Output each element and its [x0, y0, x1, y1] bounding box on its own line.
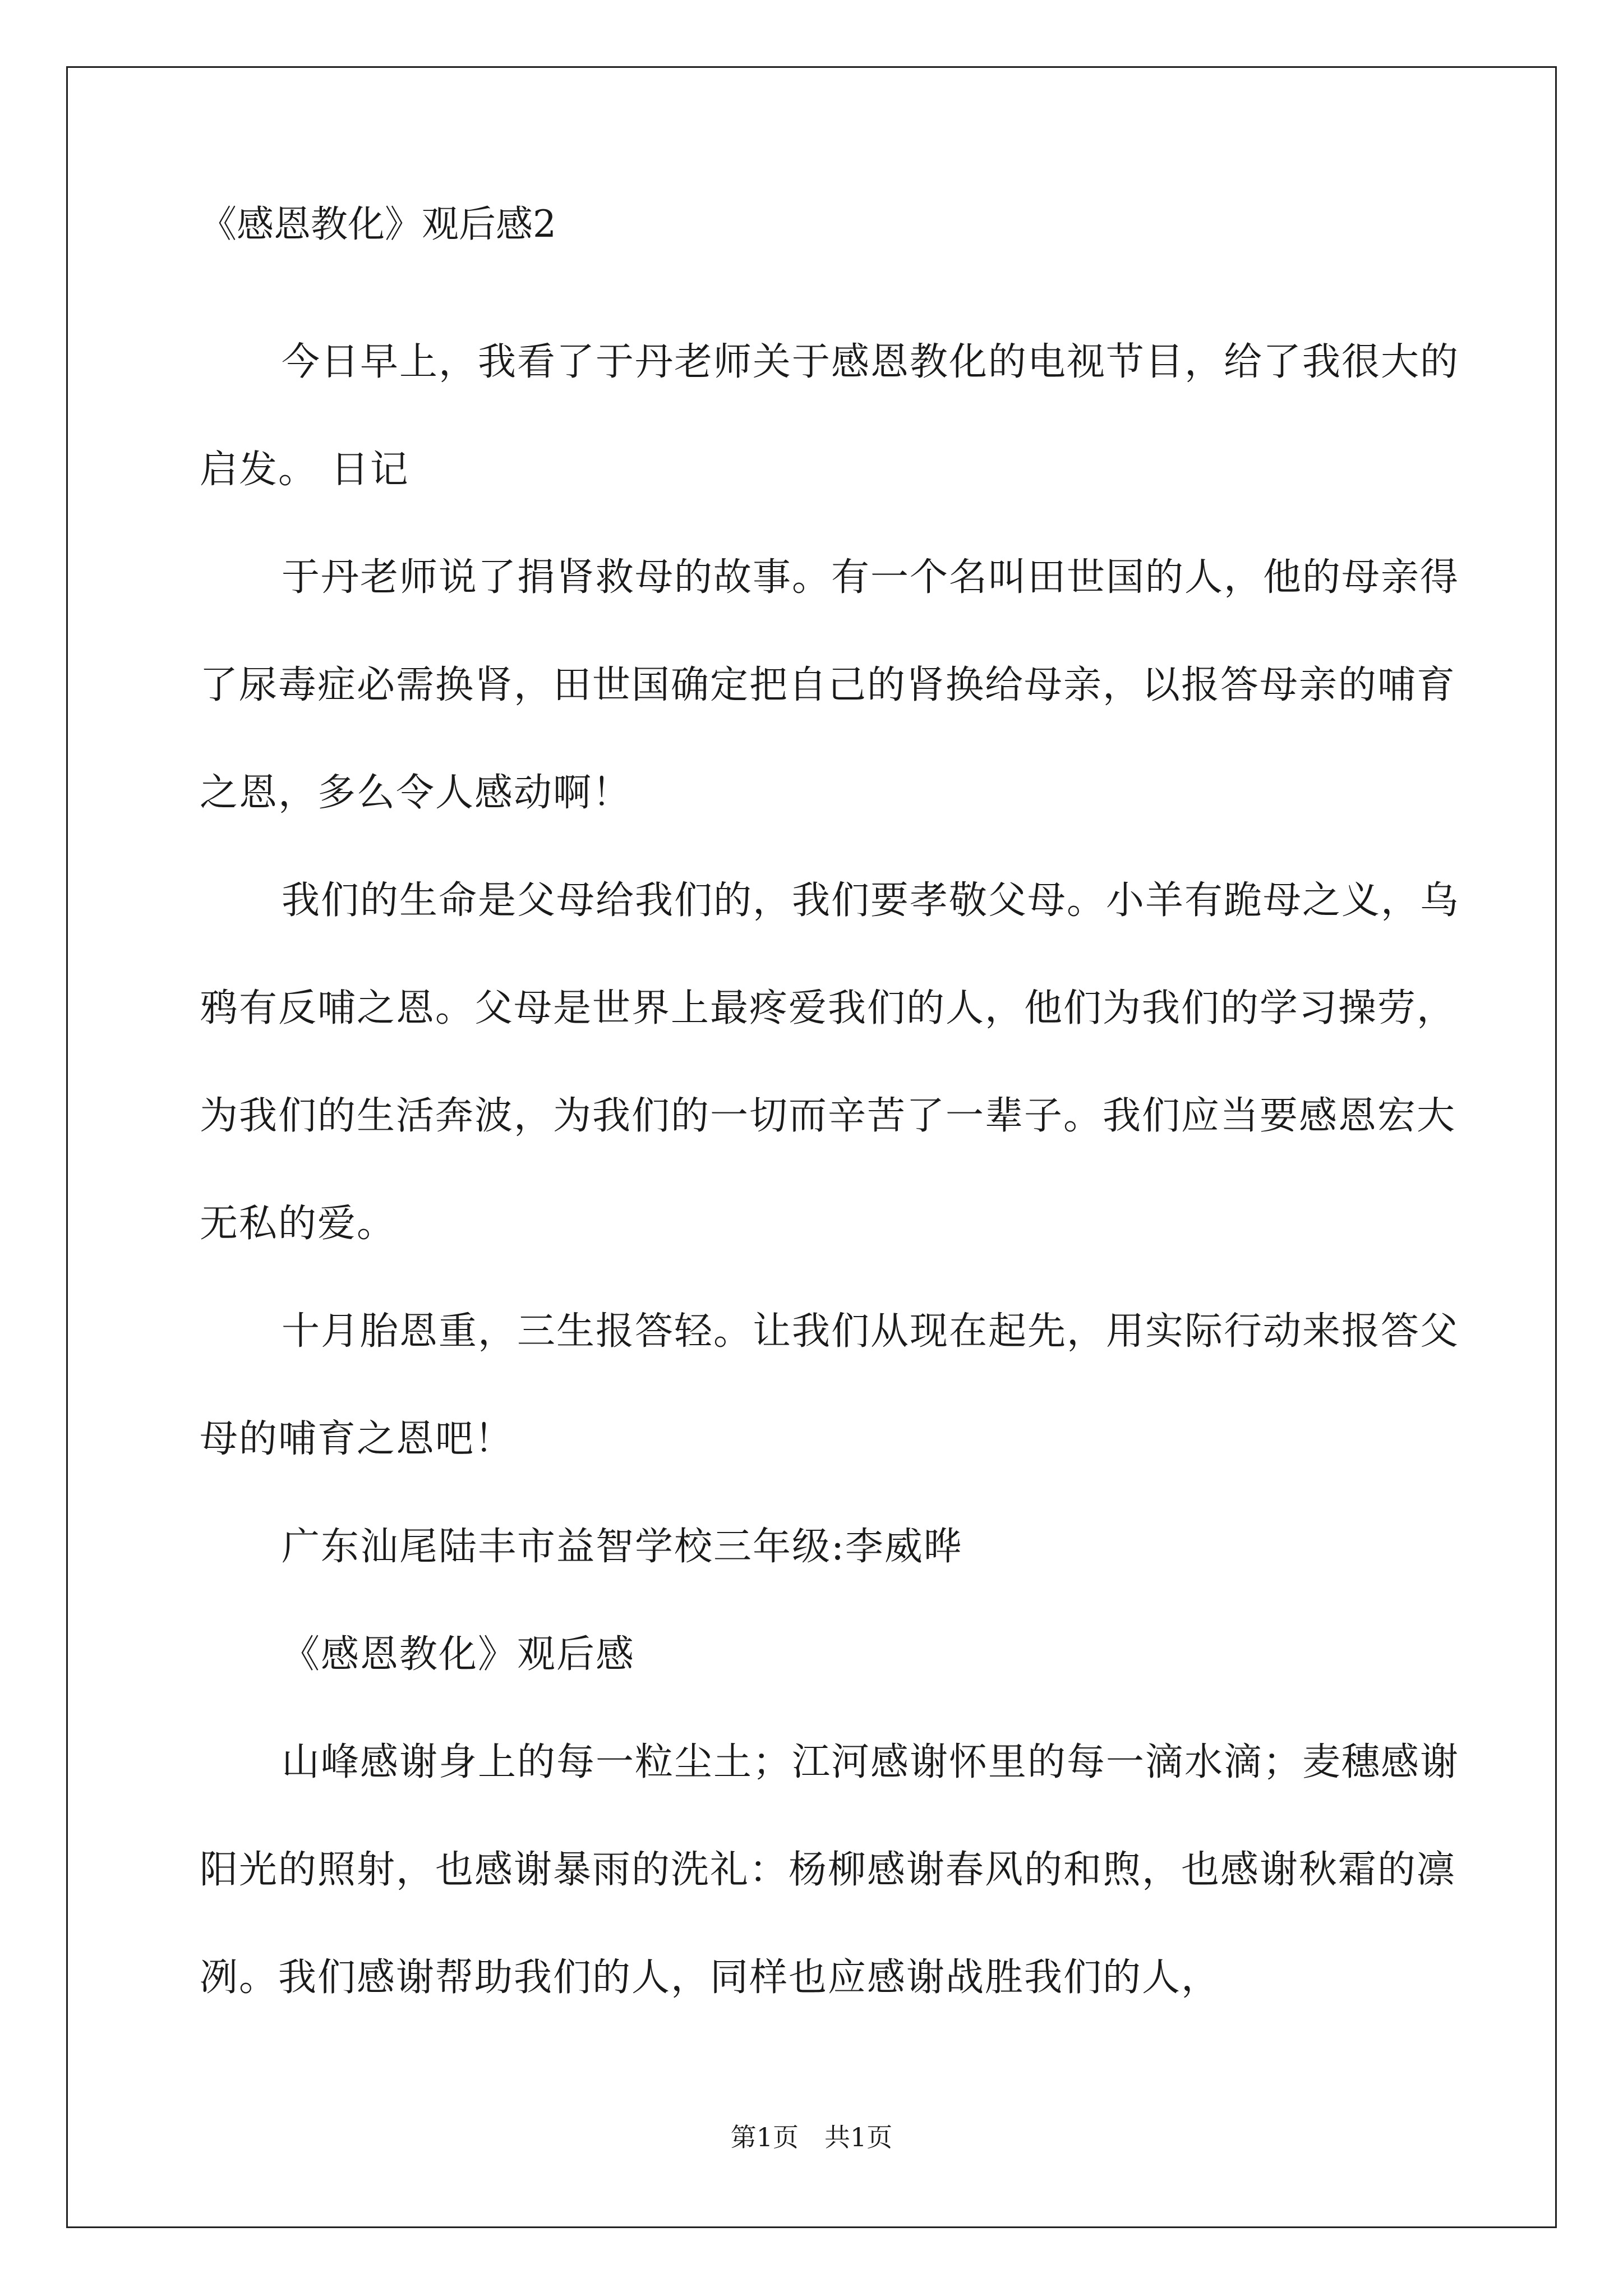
author-line: 广东汕尾陆丰市益智学校三年级:李威晔 — [282, 1525, 963, 1569]
paragraph: 今日早上，我看了于丹老师关于感恩教化的电视节目，给了我很大的启发。 日记 — [200, 340, 1460, 492]
paragraph: 我们的生命是父母给我们的，我们要孝敬父母。小羊有跪母之义，乌鸦有反哺之恩。父母是世界上最疼爱我们的人，他们为我们的学习操劳，为我们的生活奔波，为我们的一切而辛苦了一辈子。我们应当要感恩宏大无私的爱。 — [200, 878, 1460, 1246]
paragraph: 十月胎恩重，三生报答轻。让我们从现在起先，用实际行动来报答父母的哺育之恩吧！ — [200, 1309, 1460, 1461]
page-number-footer: 第1页 共1页 — [730, 2122, 893, 2152]
section-heading: 《感恩教化》观后感 — [282, 1632, 635, 1677]
document-title: 《感恩教化》观后感2 — [200, 203, 556, 246]
paragraph: 山峰感谢身上的每一粒尘土；江河感谢怀里的每一滴水滴；麦穗感谢阳光的照射，也感谢暴雨的洗礼：杨柳感谢春风的和煦，也感谢秋霜的凛冽。我们感谢帮助我们的人，同样也应感谢战胜我们的人， — [200, 1740, 1460, 2000]
document-body — [200, 202, 1461, 2032]
paragraph: 于丹老师说了捐肾救母的故事。有一个名叫田世国的人，他的母亲得了尿毒症必需换肾，田世国确定把自己的肾换给母亲，以报答母亲的哺育之恩，多么令人感动啊！ — [200, 555, 1460, 815]
